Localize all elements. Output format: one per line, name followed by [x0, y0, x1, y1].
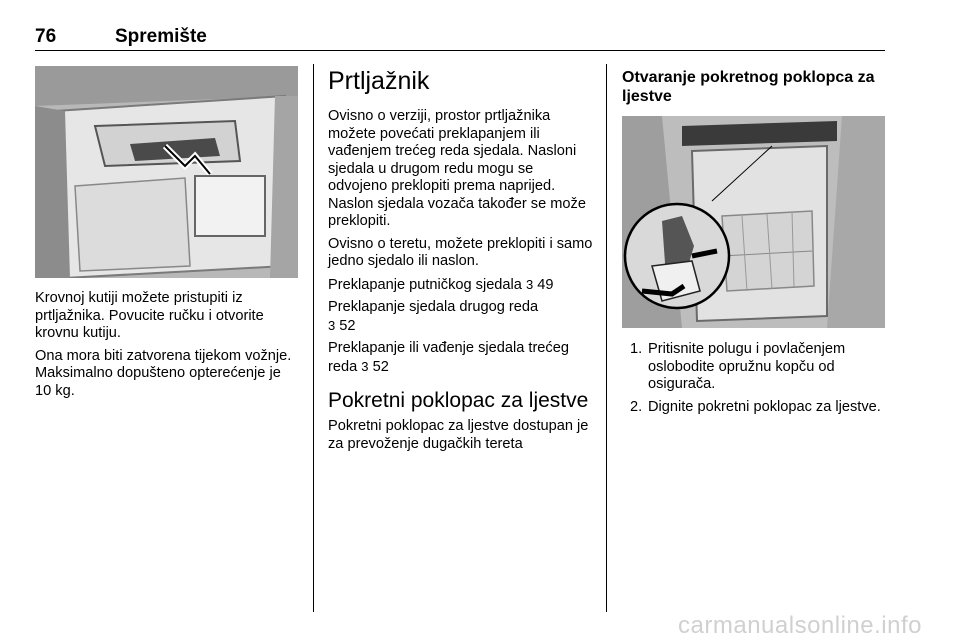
list-item	[622, 399, 886, 417]
chapter-title: Spremište	[115, 26, 207, 47]
reference-page: 52	[372, 358, 389, 375]
cross-reference[interactable]	[328, 276, 596, 295]
paragraph: Ovisno o verziji, prostor prtljažnika možete povećati preklapanjem ili vađenjem trećeg reda sjedala. Nasloni sjedala u drugom redu mogu se odvojeno preklopiti prema naprijed. Naslon sjedala vozača također se može preklopiti.	[328, 108, 586, 229]
subsection-title: Otvaranje pokretnog poklopca za ljestve	[622, 69, 875, 105]
list-item	[622, 341, 886, 394]
header-divider	[35, 50, 885, 51]
subsection-title: Pokretni poklopac za ljestve	[328, 389, 589, 412]
page-number: 76	[35, 26, 57, 47]
right-column	[622, 68, 886, 106]
step-text: Pritisnite polugu i povlačenjem oslobodite opružnu kopču od osigurača.	[648, 341, 846, 392]
column-divider-right	[606, 64, 607, 612]
step-text: Dignite pokretni poklopac za ljestve.	[648, 398, 881, 415]
reference-text: Preklapanje ili vađenje sjedala trećeg reda	[328, 340, 569, 375]
reference-text: Preklapanje putničkog sjedala	[328, 276, 522, 293]
cross-reference[interactable]	[328, 340, 596, 376]
reference-page: 52	[339, 317, 356, 334]
arrow-icon: 3	[525, 276, 534, 292]
cross-reference[interactable]	[328, 299, 596, 335]
reference-page: 49	[537, 276, 554, 293]
arrow-icon: 3	[361, 358, 369, 374]
ladder-flap-illustration-icon	[622, 116, 885, 328]
middle-column	[328, 66, 596, 458]
paragraph: Ona mora biti zatvorena tijekom vožnje. Maksimalno dopušteno opterećenje je 10 kg.	[35, 347, 292, 399]
paragraph: Krovnoj kutiji možete pristupiti iz prtljažnika. Povucite ručku i otvorite krovnu kutiju.	[35, 290, 264, 341]
left-column	[35, 290, 297, 405]
column-divider-left	[313, 64, 314, 612]
arrow-icon: 3	[328, 317, 336, 333]
paragraph: Pokretni poklopac za ljestve dostupan je za prevoženje dugačkih tereta	[328, 418, 589, 452]
page-header	[35, 24, 885, 52]
reference-text: Preklapanje sjedala drugog reda	[328, 299, 539, 315]
steps-block	[622, 341, 886, 421]
steps-list	[622, 341, 886, 416]
watermark: carmanualsonline.info	[678, 612, 922, 639]
step-number: 1.	[630, 341, 643, 357]
roof-box-illustration-icon	[35, 66, 298, 278]
section-title: Prtljažnik	[328, 67, 430, 95]
step-number: 2.	[630, 398, 643, 415]
paragraph: Ovisno o teretu, možete preklopiti i samo jedno sjedalo ili naslon.	[328, 235, 593, 269]
